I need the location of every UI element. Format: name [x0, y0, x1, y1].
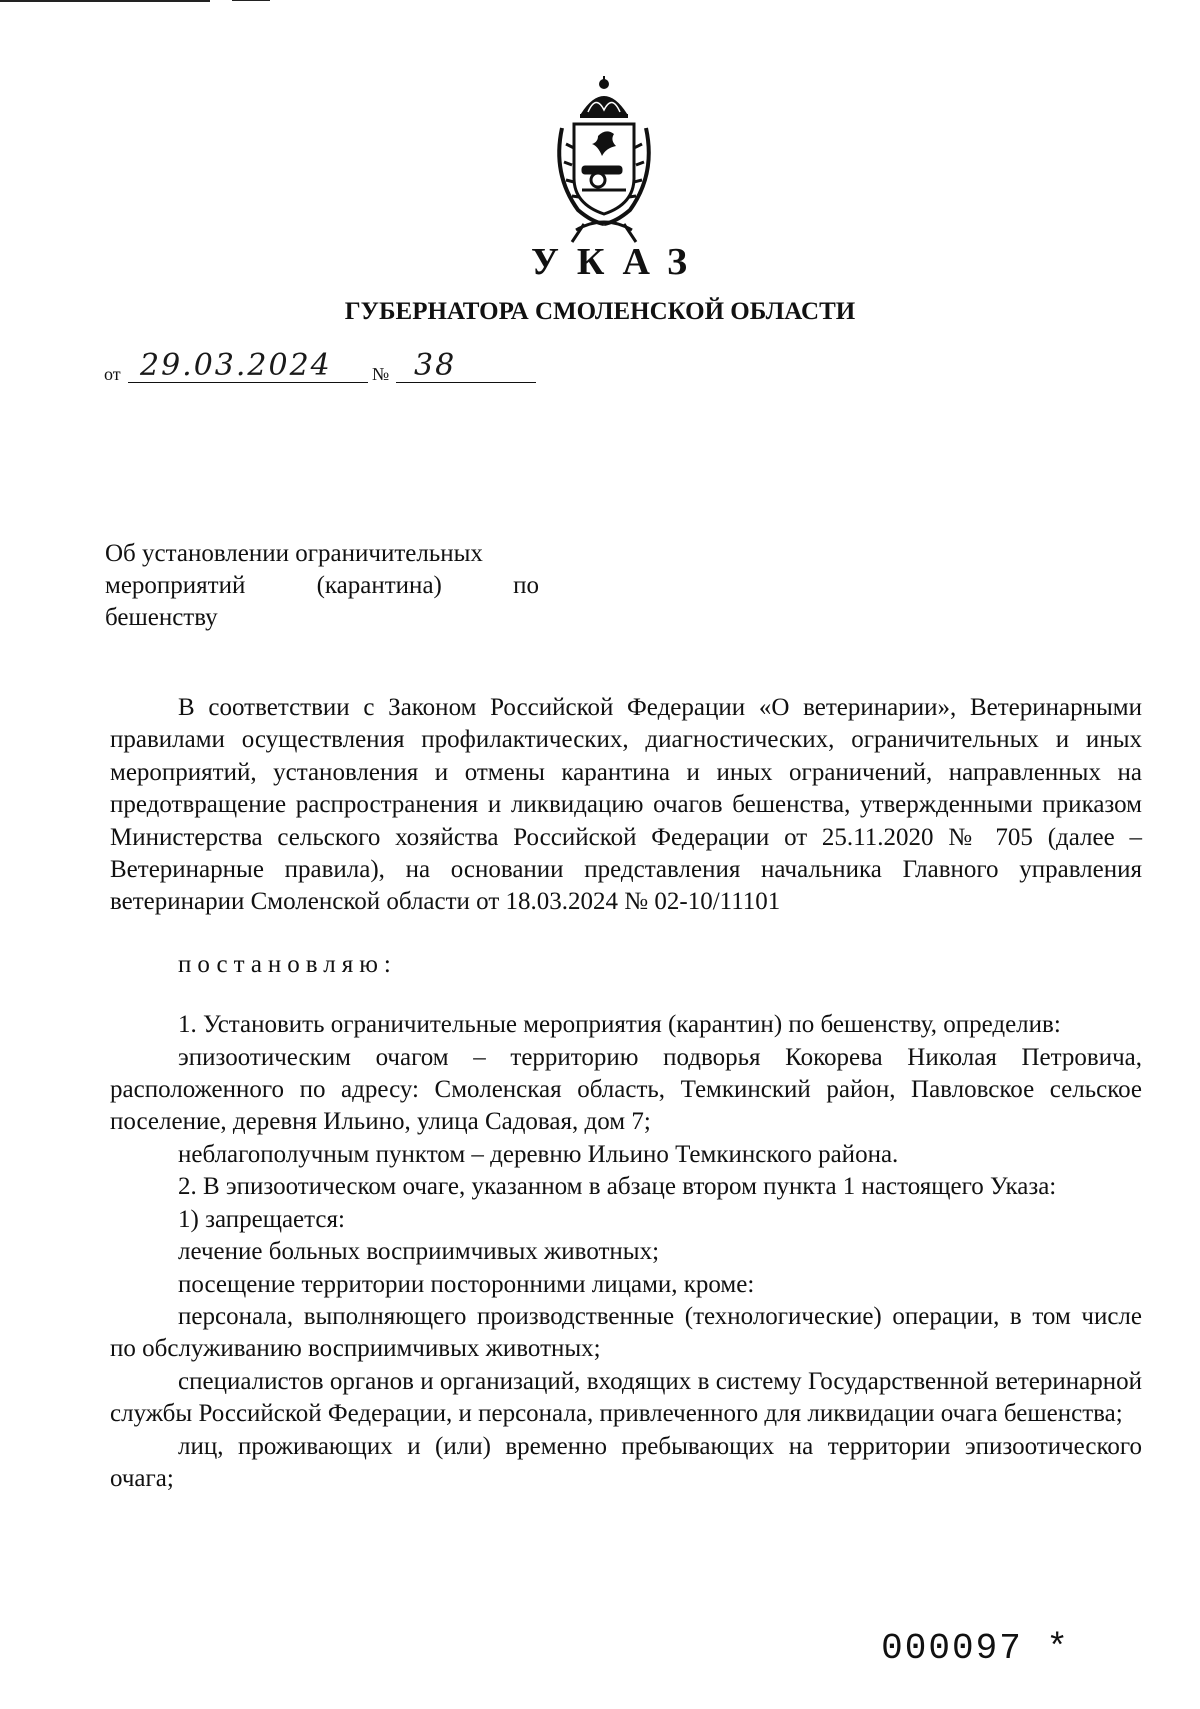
cannon-icon	[582, 166, 626, 190]
body-paragraph: неблагополучным пунктом – деревню Ильино Темкинского района.	[178, 1140, 899, 1168]
crown-icon	[580, 76, 628, 116]
heading-line: Об установлении ограничительных	[105, 540, 483, 567]
body-paragraph: 1) запрещается:	[178, 1205, 345, 1233]
handwritten-date: 29.03.2024	[140, 348, 332, 383]
body-paragraph: лечение больных восприимчивых животных;	[178, 1238, 660, 1266]
body-paragraph: специалистов органов и организаций, входящих в систему Государственной ветеринарной службы Российской Федерации, и персонала, привлеченного для ликвидации очага бешенства;	[110, 1367, 1142, 1428]
smolensk-coat-of-arms-emblem	[548, 74, 660, 244]
scan-edge-line	[232, 0, 270, 1]
ribbon-icon	[572, 222, 636, 242]
body-paragraph: персонала, выполняющего производственные (технологические) операции, в том числе по обслуживанию восприимчивых животных;	[110, 1302, 1142, 1363]
heading-word: мероприятий	[105, 572, 246, 599]
body-paragraph: эпизоотическим очагом – территорию подворья Кокорева Николая Петровича, расположенного по адресу: Смоленская область, Темкинский район, Павловское сельское поселение, деревня Ильино, улица Садовая, дом 7;	[110, 1043, 1142, 1136]
body-paragraph: лиц, проживающих и (или) временно пребывающих на территории эпизоотического очага;	[110, 1432, 1142, 1492]
bird-icon	[592, 131, 616, 156]
body-paragraph: 2. В эпизоотическом очаге, указанном в абзаце втором пункта 1 настоящего Указа:	[178, 1173, 1057, 1201]
heading-line	[105, 570, 539, 602]
preamble-paragraph: В соответствии с Законом Российской Федерации «О ветеринарии», Ветеринарными правилами осуществления профилактических, диагностических, ограничительных и иных мероприятий, установления и отмены карантина и иных ограничений, направленных на предотвращение распространения и ликвидацию очагов бешенства, утвержденными приказом Министерства сельского хозяйства Российской Федерации от 25.11.2020 № 705 (далее – Ветеринарные правила), на основании представления начальника Главного управления ветеринарии Смоленской области от 18.03.2024 № 02-10/11101	[110, 694, 1142, 916]
document-title: УКАЗ	[531, 241, 705, 283]
serial-number: 000097 *	[881, 1628, 1070, 1669]
document-subtitle: ГУБЕРНАТОРА СМОЛЕНСКОЙ ОБЛАСТИ	[344, 298, 856, 325]
document-body	[110, 692, 1142, 1495]
body-paragraph: посещение территории посторонними лицами, кроме:	[178, 1270, 755, 1298]
heading-line: бешенству	[105, 604, 218, 631]
decree-word: постановляю:	[178, 950, 397, 978]
heading-word: по	[513, 572, 539, 599]
heading-word: (карантина)	[316, 572, 442, 599]
document-heading	[105, 538, 539, 634]
handwritten-number: 38	[414, 348, 457, 383]
body-paragraph: 1. Установить ограничительные мероприятия (карантин) по бешенству, определив:	[178, 1011, 1061, 1039]
date-label: от	[104, 364, 121, 384]
number-label: №	[372, 364, 390, 384]
scan-edge-line	[0, 0, 210, 2]
